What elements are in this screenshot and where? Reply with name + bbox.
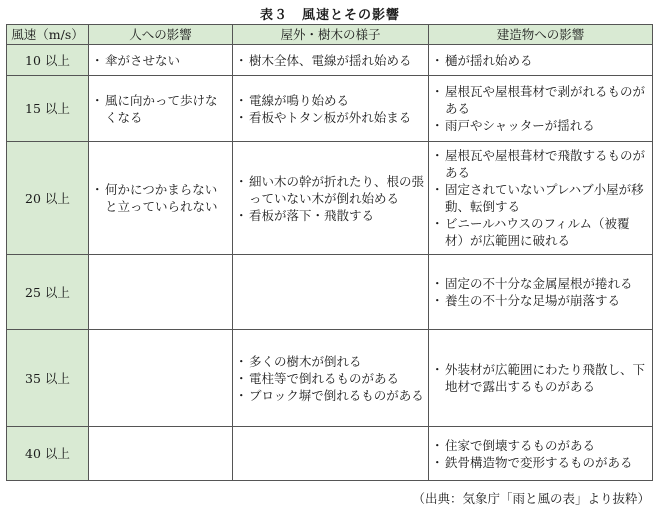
effect-list xyxy=(93,181,228,215)
header-building-effect: 建造物への影響 xyxy=(429,25,653,45)
wind-speed-cell: 40 以上 xyxy=(7,427,89,481)
effect-item: ・ 固定の不十分な金属屋根が捲れる xyxy=(433,275,648,292)
effect-item: ・ 固定されていないプレハブ小屋が移動、転倒する xyxy=(433,181,648,215)
outdoor-effect-cell xyxy=(233,45,429,76)
wind-speed-cell: 35 以上 xyxy=(7,330,89,427)
table-caption: 表３ 風速とその影響 xyxy=(259,8,400,23)
building-effect-cell xyxy=(429,330,653,427)
header-people-effect: 人への影響 xyxy=(89,25,233,45)
effect-item: ・ 傘がさせない xyxy=(93,52,228,69)
effect-item: ・ 屋根瓦や屋根葺材で飛散するものがある xyxy=(433,147,648,181)
table-row xyxy=(7,330,653,427)
effect-list xyxy=(433,437,648,471)
building-effect-cell xyxy=(429,142,653,255)
effect-item: ・ 樋が揺れ始める xyxy=(433,52,648,69)
effect-item: ・ ブロック塀で倒れるものがある xyxy=(237,387,424,404)
table-row xyxy=(7,427,653,481)
effect-list xyxy=(237,173,424,224)
outdoor-effect-cell xyxy=(233,76,429,142)
wind-effects-table xyxy=(6,24,653,481)
effect-item: ・ 電柱等で倒れるものがある xyxy=(237,370,424,387)
effect-list xyxy=(93,92,228,126)
building-effect-cell xyxy=(429,255,653,330)
effect-item: ・ 養生の不十分な足場が崩落する xyxy=(433,292,648,309)
effect-item: ・ 雨戸やシャッターが揺れる xyxy=(433,117,648,134)
effect-list xyxy=(237,52,424,69)
building-effect-cell xyxy=(429,427,653,481)
wind-speed-cell: 20 以上 xyxy=(7,142,89,255)
effect-item: ・ 住家で倒壊するものがある xyxy=(433,437,648,454)
building-effect-cell xyxy=(429,45,653,76)
wind-speed-cell: 10 以上 xyxy=(7,45,89,76)
effect-item: ・ 屋根瓦や屋根葺材で剥がれるものがある xyxy=(433,83,648,117)
people-effect-cell xyxy=(89,330,233,427)
wind-speed-cell: 15 以上 xyxy=(7,76,89,142)
effect-item: ・ 看板が落下・飛散する xyxy=(237,207,424,224)
effect-item: ・ 細い木の幹が折れたり、根の張っていない木が倒れ始める xyxy=(237,173,424,207)
table-row xyxy=(7,255,653,330)
effect-list xyxy=(433,147,648,249)
table-row xyxy=(7,76,653,142)
table-header-row xyxy=(7,25,653,45)
people-effect-cell xyxy=(89,427,233,481)
effect-list xyxy=(433,83,648,134)
header-wind-speed: 風速（m/s） xyxy=(7,25,89,45)
effect-item: ・ 電線が鳴り始める xyxy=(237,92,424,109)
effect-list xyxy=(237,92,424,126)
effect-list xyxy=(433,52,648,69)
outdoor-effect-cell xyxy=(233,330,429,427)
effect-item: ・ 何かにつかまらないと立っていられない xyxy=(93,181,228,215)
people-effect-cell xyxy=(89,76,233,142)
effect-list xyxy=(433,361,648,395)
outdoor-effect-cell xyxy=(233,255,429,330)
effect-item: ・ 外装材が広範囲にわたり飛散し、下地材で露出するものがある xyxy=(433,361,648,395)
source-note: （出典：気象庁「雨と風の表」より抜粋） xyxy=(412,491,650,506)
people-effect-cell xyxy=(89,142,233,255)
effect-list xyxy=(93,52,228,69)
effect-item: ・ 鉄骨構造物で変形するものがある xyxy=(433,454,648,471)
effect-item: ・ 看板やトタン板が外れ始まる xyxy=(237,109,424,126)
effect-item: ・ ビニールハウスのフィルム（被覆材）が広範囲に破れる xyxy=(433,215,648,249)
building-effect-cell xyxy=(429,76,653,142)
outdoor-effect-cell xyxy=(233,427,429,481)
effect-item: ・ 樹木全体、電線が揺れ始める xyxy=(237,52,424,69)
people-effect-cell xyxy=(89,255,233,330)
header-outdoor-trees: 屋外・樹木の様子 xyxy=(233,25,429,45)
table-row xyxy=(7,45,653,76)
effect-list xyxy=(237,353,424,404)
effect-list xyxy=(433,275,648,309)
people-effect-cell xyxy=(89,45,233,76)
effect-item: ・ 多くの樹木が倒れる xyxy=(237,353,424,370)
table-row xyxy=(7,142,653,255)
wind-speed-cell: 25 以上 xyxy=(7,255,89,330)
effect-item: ・ 風に向かって歩けなくなる xyxy=(93,92,228,126)
outdoor-effect-cell xyxy=(233,142,429,255)
